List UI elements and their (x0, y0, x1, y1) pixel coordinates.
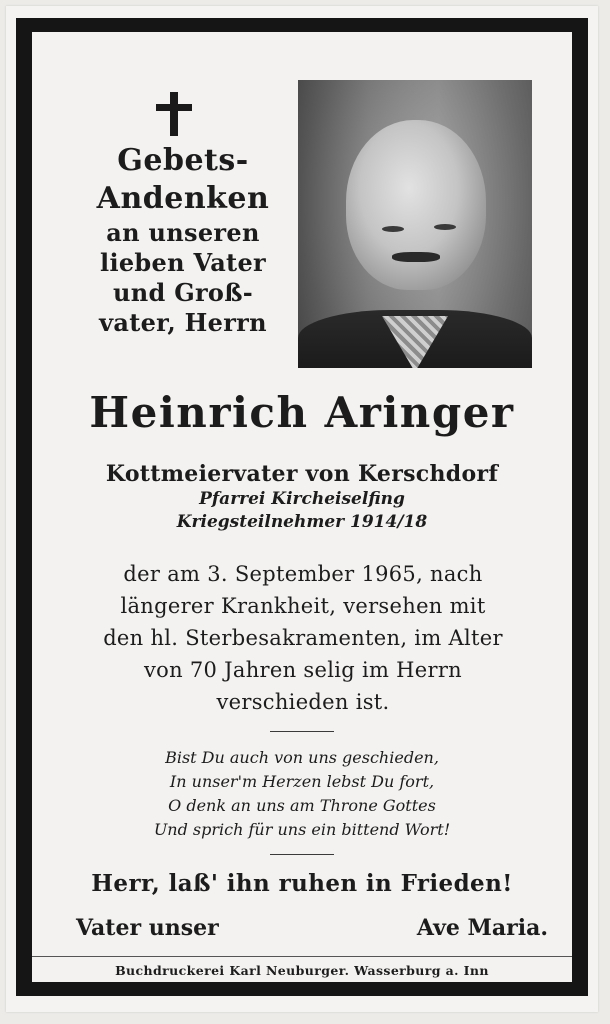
mourning-border (16, 18, 588, 996)
obituary-line: längerer Krankheit, versehen mit (120, 594, 486, 618)
subtitle-veteran: Kriegsteilnehmer 1914/18 (176, 512, 428, 532)
poem-line: Bist Du auch von uns geschieden, (165, 748, 439, 767)
subtitle-parish: Pfarrei Kircheiselfing (199, 489, 405, 509)
obituary-line: der am 3. September 1965, nach (123, 562, 483, 586)
header-line: vater, Herrn (99, 308, 267, 337)
obituary-line: verschieden ist. (216, 690, 390, 714)
header-line: Gebets- (117, 143, 249, 178)
printer-imprint: Buchdruckerei Karl Neuburger. Wasserburg a. Inn (115, 963, 489, 978)
memorial-card (6, 6, 598, 1012)
header-line: an unseren (106, 218, 260, 247)
obituary-line: den hl. Sterbesakramenten, im Alter (103, 626, 503, 650)
poem-line: O denk an uns am Throne Gottes (168, 796, 436, 815)
closing-vater-unser: Vater unser (76, 915, 219, 941)
imprint-rule (32, 956, 572, 957)
poem-line: In unser'm Herzen lebst Du fort, (169, 772, 435, 791)
card-paper (32, 32, 572, 982)
obituary-line: von 70 Jahren selig im Herrn (143, 658, 463, 682)
deceased-name: Heinrich Aringer (89, 388, 515, 437)
cross-icon (156, 92, 192, 136)
poem (72, 746, 532, 842)
poem-line: Und sprich für uns ein bittend Wort! (153, 820, 451, 839)
header-text (78, 142, 288, 338)
portrait-photo (298, 80, 532, 368)
divider (270, 731, 334, 732)
header-line: Andenken (96, 181, 270, 216)
closing-ave-maria: Ave Maria. (416, 915, 548, 941)
header-line: lieben Vater (100, 248, 266, 277)
prayer-line: Herr, laß' ihn ruhen in Frieden! (91, 870, 513, 897)
divider (270, 854, 334, 855)
subtitle-occupation: Kottmeiervater von Kerschdorf (105, 461, 499, 487)
header-line: und Groß- (112, 278, 254, 307)
obituary-text (62, 558, 544, 718)
